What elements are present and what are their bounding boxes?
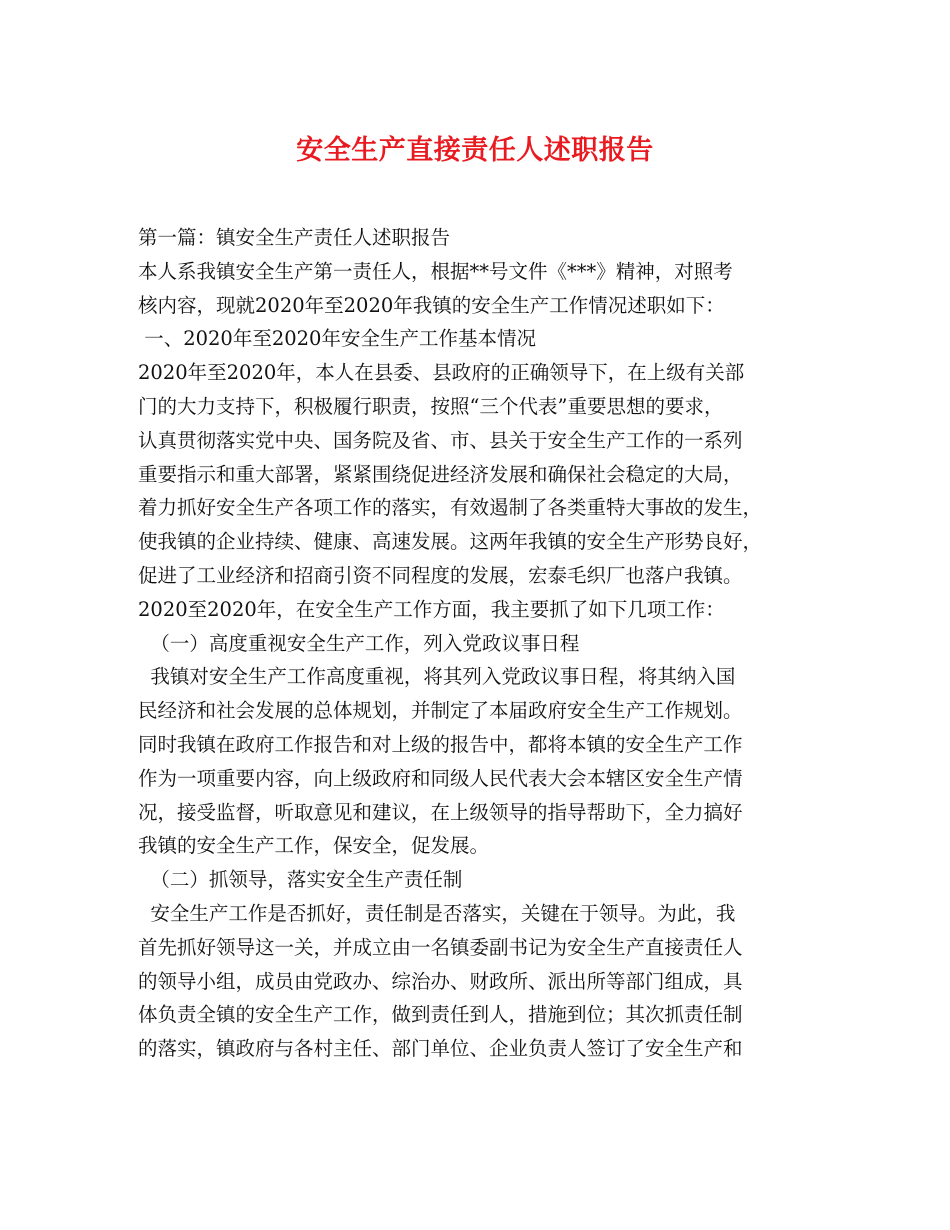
body-line: 我镇对安全生产工作高度重视，将其列入党政议事日程，将其纳入国: [138, 665, 736, 689]
document-body: [138, 221, 828, 1066]
body-line: 第一篇：镇安全生产责任人述职报告: [138, 226, 451, 249]
body-line: 2020年至2020年，本人在县委、县政府的正确领导下，在上级有关部: [138, 361, 745, 385]
body-line: 一、2020年至2020年安全生产工作基本情况: [138, 327, 536, 351]
body-line: 的落实，镇政府与各村主任、部门单位、企业负责人签订了安全生产和: [138, 1037, 743, 1061]
body-line: 促进了工业经济和招商引资不同程度的发展，宏泰毛织厂也落户我镇。: [138, 563, 743, 587]
body-line: 的领导小组，成员由党政办、综治办、财政所、派出所等部门组成，具: [138, 969, 743, 993]
body-line: 体负责全镇的安全生产工作，做到责任到人，措施到位；其次抓责任制: [138, 1003, 743, 1027]
body-line: 我镇的安全生产工作，保安全，促发展。: [138, 834, 490, 858]
body-line: 门的大力支持下，积极履行职责，按照“三个代表”重要思想的要求，: [138, 394, 724, 418]
body-line: （一）高度重视安全生产工作，列入党政议事日程: [138, 631, 580, 655]
body-line: 2020至2020年，在安全生产工作方面，我主要抓了如下几项工作：: [138, 597, 725, 621]
body-line: 认真贯彻落实党中央、国务院及省、市、县关于安全生产工作的一系列: [138, 428, 743, 452]
body-line: 本人系我镇安全生产第一责任人，根据**号文件《***》精神，对照考: [138, 259, 733, 283]
body-line: 同时我镇在政府工作报告和对上级的报告中，都将本镇的安全生产工作: [138, 732, 743, 756]
body-line: 着力抓好安全生产各项工作的落实，有效遏制了各类重特大事故的发生，: [138, 496, 763, 520]
body-line: 况，接受监督，听取意见和建议，在上级领导的指导帮助下，全力搞好: [138, 800, 743, 824]
body-line: 作为一项重要内容，向上级政府和同级人民代表大会本辖区安全生产情: [138, 766, 743, 790]
body-line: （二）抓领导，落实安全生产责任制: [138, 868, 463, 892]
document-title: 安全生产直接责任人述职报告: [296, 135, 654, 166]
body-line: 核内容，现就2020年至2020年我镇的安全生产工作情况述职如下：: [138, 293, 725, 317]
body-line: 使我镇的企业持续、健康、高速发展。这两年我镇的安全生产形势良好，: [138, 530, 763, 554]
body-line: 首先抓好领导这一关，并成立由一名镇委副书记为安全生产直接责任人: [138, 935, 743, 959]
body-line: 重要指示和重大部署，紧紧围绕促进经济发展和确保社会稳定的大局，: [138, 462, 743, 486]
body-line: 安全生产工作是否抓好，责任制是否落实，关键在于领导。为此，我: [138, 901, 736, 925]
body-line: 民经济和社会发展的总体规划，并制定了本届政府安全生产工作规划。: [138, 699, 743, 723]
